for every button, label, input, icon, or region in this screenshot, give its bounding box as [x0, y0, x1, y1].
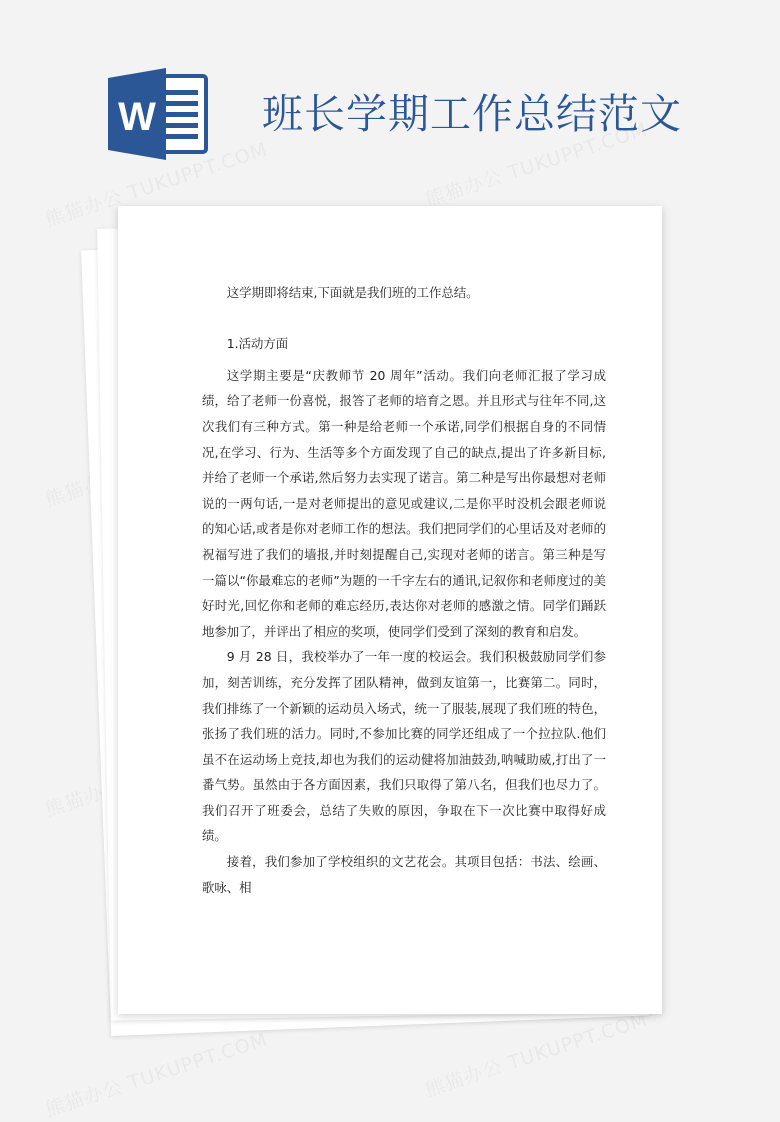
- document-page: [118, 206, 662, 1014]
- page-title: 班长学期工作总结范文: [262, 90, 682, 138]
- intro-paragraph: 这学期即将结束,下面就是我们班的工作总结。: [226, 285, 479, 300]
- word-logo-letter: W: [118, 95, 156, 139]
- body-paragraph: 9 月 28 日，我校举办了一年一度的校运会。我们积极鼓励同学们参加，刻苦训练，充分发挥了团队精神，做到友谊第一，比赛第二。同时，我们排练了一个新颖的运动员入场式，统一了服装,展现了我们班的特色，张扬了我们班的活力。同时,不参加比赛的同学还组成了一个拉拉队.他们虽不在运动场上竞技,却也为我们的运动健将加油鼓劲,呐喊助威,打出了一番气势。虽然由于各方面因素，我们只取得了第八名，但我们也尽力了。我们召开了班委会，总结了失败的原因，争取在下一次比赛中取得好成绩。: [202, 649, 606, 844]
- section-heading: 1.活动方面: [226, 336, 289, 352]
- document-body: [202, 280, 606, 900]
- body-paragraph: 接着，我们参加了学校组织的文艺花会。其项目包括：书法、绘画、歌咏、相: [202, 854, 606, 895]
- watermark: [42, 1025, 271, 1122]
- word-document-icon: [108, 68, 210, 160]
- body-paragraph: 这学期主要是“庆教师节 20 周年”活动。我们向老师汇报了学习成绩，给了老师一份喜悦，报答了老师的培育之恩。并且形式与往年不同,这次我们有三种方式。第一种是给老师一个承诺,同学们根据自身的不同情况,在学习、行为、生活等多个方面发现了自己的缺点,提出了许多新目标,并给了老师一个承诺,然后努力去实现了诺言。第二种是写出你最想对老师说的一两句话,一是对老师提出的意见或建议,二是你平时没机会跟老师说的知心话,或者是你对老师工作的想法。我们把同学们的心里话及对老师的祝福写进了我们的墙报,并时刻提醒自己,实现对老师的诺言。第三种是写一篇以“你最难忘的老师”为题的一千字左右的通讯,记叙你和老师度过的美好时光,回忆你和老师的难忘经历,表达你对老师的感激之情。同学们踊跃地参加了，并评出了相应的奖项，使同学们受到了深刻的教育和启发。: [202, 367, 606, 639]
